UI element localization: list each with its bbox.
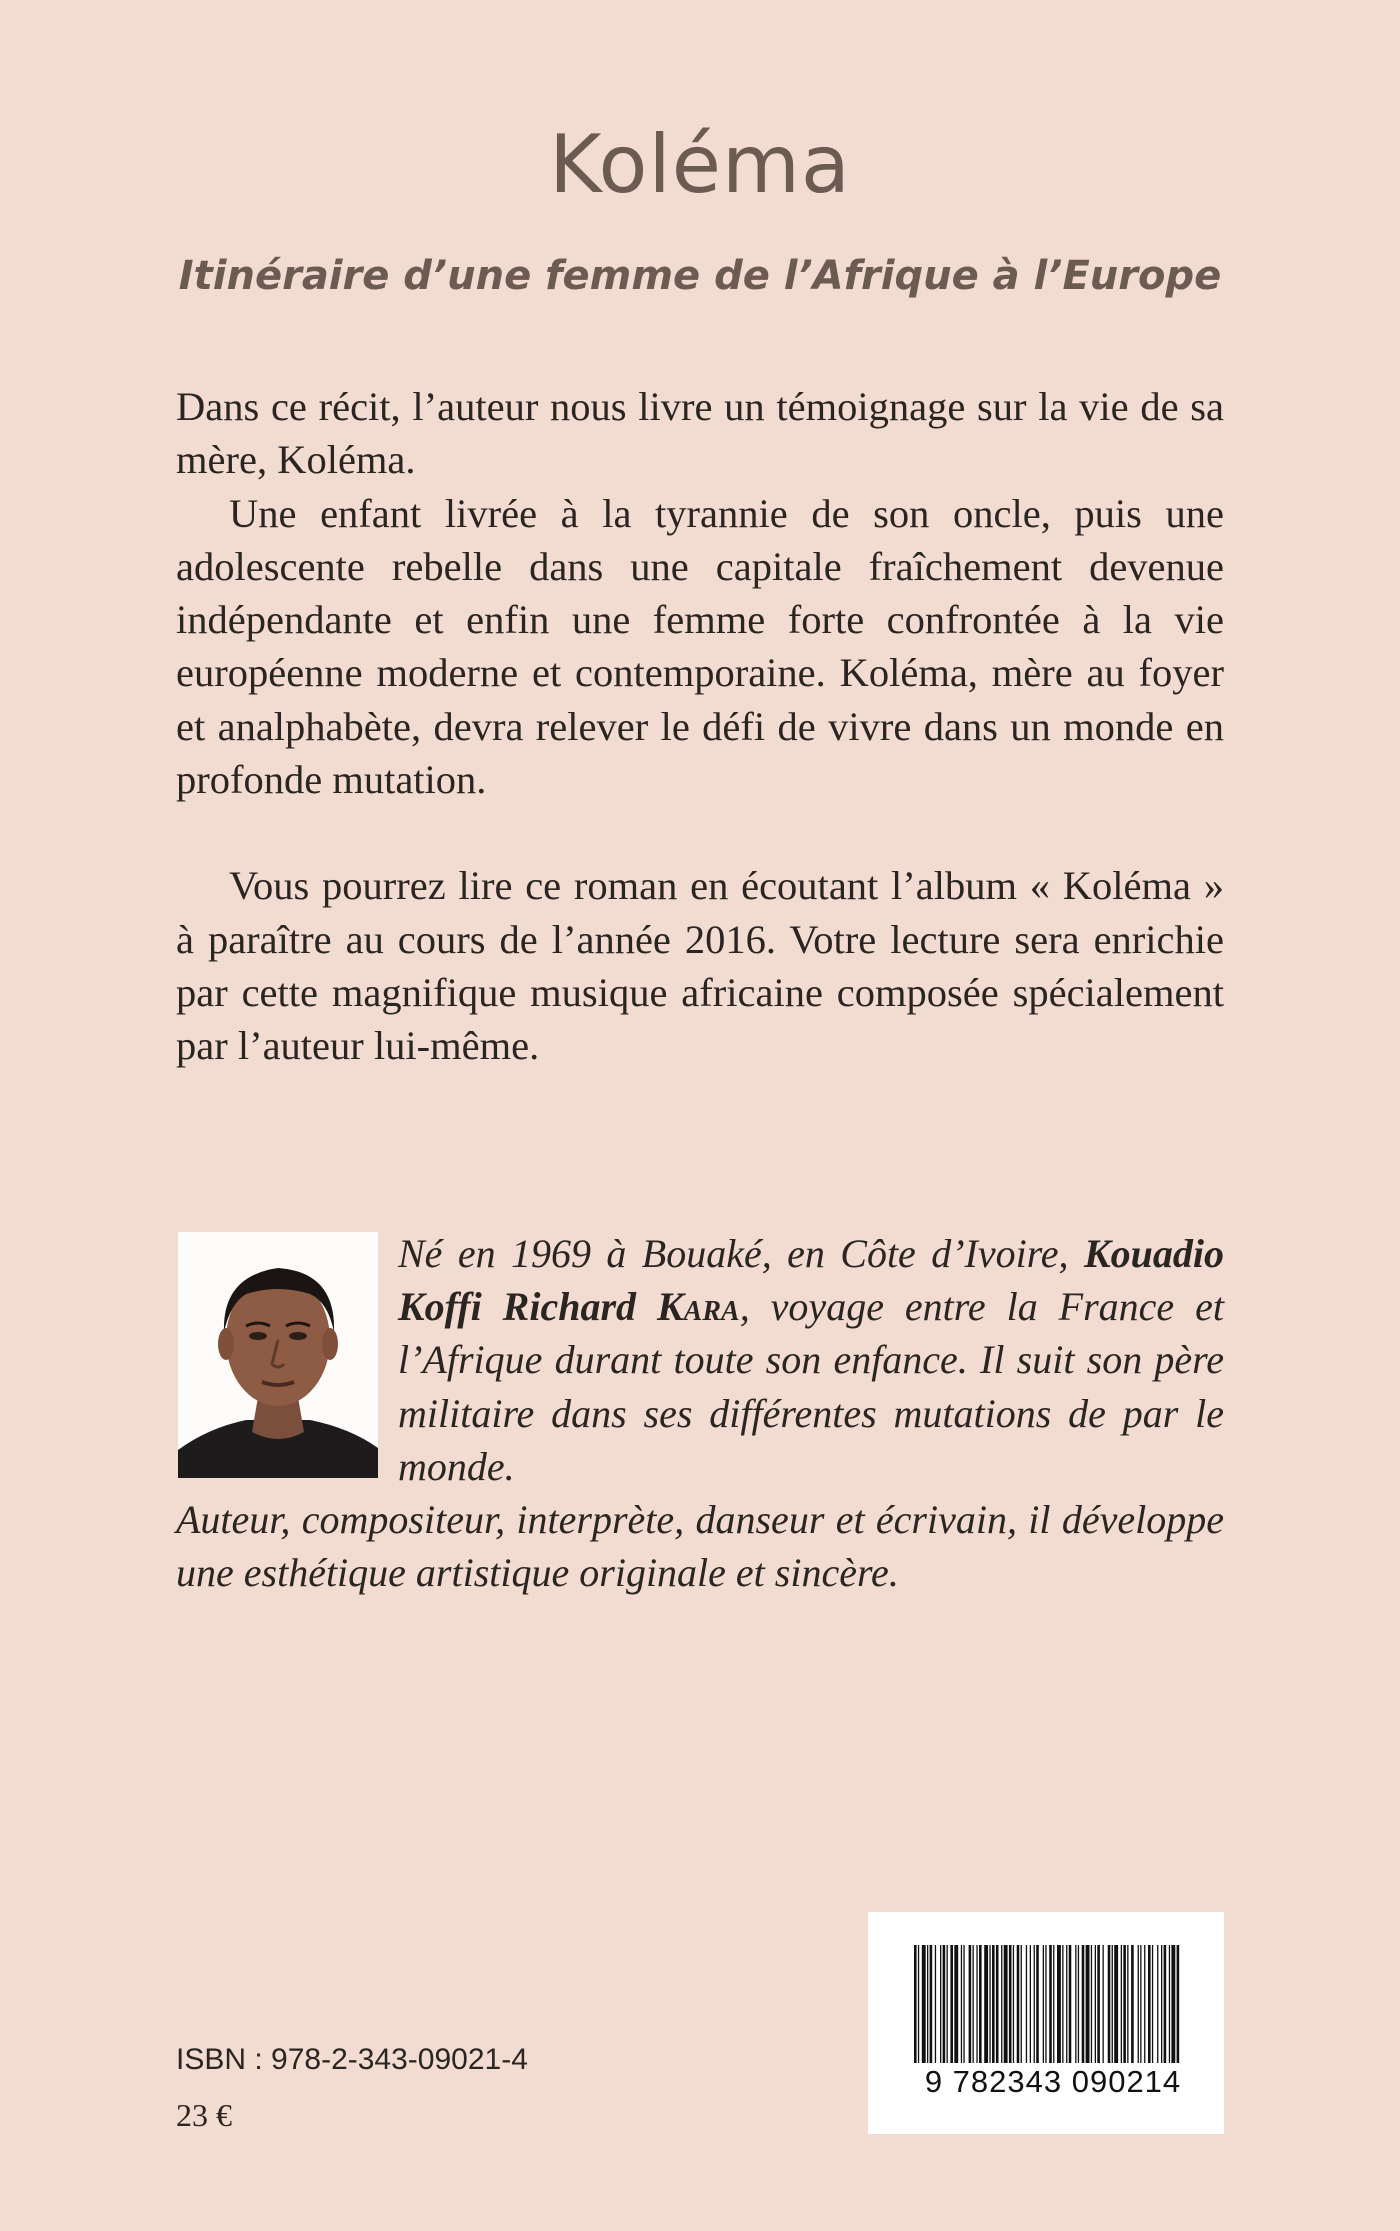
bio-rest: , voyage entre la France et l’Afrique durant toute son enfance. Il suit son père militaire dans ses différentes mutations de par le monde. [398, 1284, 1224, 1489]
barcode [868, 1912, 1224, 2134]
barcode-bar [1034, 1945, 1035, 2063]
barcode-bar [950, 1945, 953, 2063]
book-summary [176, 380, 1224, 1073]
barcode-bar [961, 1945, 962, 2063]
barcode-bar [1157, 1945, 1158, 2063]
barcode-bar [989, 1945, 990, 2063]
barcode-bar [1103, 1945, 1104, 2063]
barcode-digits: 9 782343 090214 [924, 2064, 1182, 2099]
barcode-bar [940, 1945, 941, 2063]
barcode-bar [1131, 1945, 1134, 2063]
barcode-bar [1121, 1945, 1122, 2063]
barcode-bar [1045, 1945, 1046, 2063]
barcode-bar [1169, 1945, 1170, 2063]
barcode-bar [927, 1945, 928, 2063]
barcode-bar [1114, 1945, 1118, 2063]
barcode-bar [1140, 1945, 1141, 2063]
barcode-bar [969, 1945, 972, 2063]
barcode-bar [1004, 1945, 1008, 2063]
barcode-bar [1075, 1945, 1076, 2063]
barcode-bar [1152, 1945, 1153, 2063]
barcode-bar [914, 1945, 917, 2063]
barcode-bar [1171, 1945, 1175, 2063]
barcode-bar [1049, 1945, 1052, 2063]
barcode-bars [912, 1945, 1180, 2063]
barcode-bar [1091, 1945, 1092, 2063]
barcode-bar [979, 1945, 982, 2063]
author-portrait-image [178, 1232, 378, 1478]
price: 23 € [176, 2097, 232, 2133]
barcode-bar [1053, 1945, 1054, 2063]
barcode-bar [1164, 1945, 1167, 2063]
barcode-bar [943, 1945, 946, 2063]
barcode-bar [1043, 1945, 1044, 2063]
barcode-bar [930, 1945, 933, 2063]
barcode-bar [1057, 1945, 1061, 2063]
barcode-bar [984, 1945, 988, 2063]
barcode-bar [1062, 1945, 1063, 2063]
barcode-bar [1108, 1945, 1111, 2063]
summary-paragraph-3: Vous pourrez lire ce roman en écoutant l’album « Koléma » à paraître au cours de l’année 2016. Votre lecture sera enrichie par cette magnifique musique africaine composée spécialement par l’auteur lui-même. [176, 863, 1224, 1069]
book-title: Koléma [549, 118, 851, 211]
barcode-bar [935, 1945, 936, 2063]
barcode-bar [992, 1945, 995, 2063]
author-surname: Kara [657, 1284, 740, 1330]
barcode-bar [1017, 1945, 1020, 2063]
bio-intro: Né en 1969 à Bouaké, en Côte d’Ivoire, [398, 1231, 1084, 1276]
barcode-bar [1123, 1945, 1126, 2063]
summary-paragraph-1: Dans ce récit, l’auteur nous livre un témoignage sur la vie de sa mère, Koléma. [176, 384, 1224, 483]
barcode-bar [1009, 1945, 1012, 2063]
author-bio-paragraph-2: Auteur, compositeur, interprète, danseur et écrivain, il développe une esthétique artistique originale et sincère. [176, 1497, 1224, 1596]
barcode-bar [947, 1945, 948, 2063]
barcode-bar [1144, 1945, 1145, 2063]
barcode-bar [1138, 1945, 1139, 2063]
author-given-names: Kouadio Koffi Richard [398, 1231, 1224, 1330]
barcode-bar [1066, 1945, 1067, 2063]
barcode-bar [1001, 1945, 1002, 2063]
barcode-bar [1148, 1945, 1151, 2063]
barcode-bar [1127, 1945, 1128, 2063]
barcode-bar [954, 1945, 958, 2063]
barcode-bar [1095, 1945, 1096, 2063]
barcode-bar [1082, 1945, 1085, 2063]
book-subtitle: Itinéraire d’une femme de l’Afrique à l’Europe [178, 253, 1222, 299]
barcode-bar [1036, 1945, 1039, 2063]
barcode-bar [973, 1945, 974, 2063]
barcode-bar [1021, 1945, 1022, 2063]
barcode-bar [1161, 1945, 1162, 2063]
isbn: ISBN : 978-2-343-09021-4 [176, 2043, 528, 2076]
barcode-bar [1097, 1945, 1100, 2063]
barcode-bar [1078, 1945, 1079, 2063]
barcode-bar [1026, 1945, 1027, 2063]
barcode-bar [918, 1945, 919, 2063]
barcode-bar [1086, 1945, 1090, 2063]
barcode-bar [963, 1945, 964, 2063]
barcode-bar [1069, 1945, 1072, 2063]
barcode-bar [1030, 1945, 1031, 2063]
barcode-bar [922, 1945, 926, 2063]
barcode-bar [996, 1945, 999, 2063]
author-photo [178, 1232, 378, 1478]
summary-paragraph-2: Une enfant livrée à la tyrannie de son oncle, puis une adolescente rebelle dans une capitale fraîchement devenue indépendante et enfin une femme forte confrontée à la vie européenne moderne et contemporaine. Koléma, mère au foyer et analphabète, devra relever le défi de vivre dans un monde en profonde mutation. [176, 490, 1224, 803]
barcode-bar [1177, 1945, 1180, 2063]
barcode-bar [1013, 1945, 1014, 2063]
barcode-bar [1112, 1945, 1113, 2063]
barcode-bar [976, 1945, 977, 2063]
